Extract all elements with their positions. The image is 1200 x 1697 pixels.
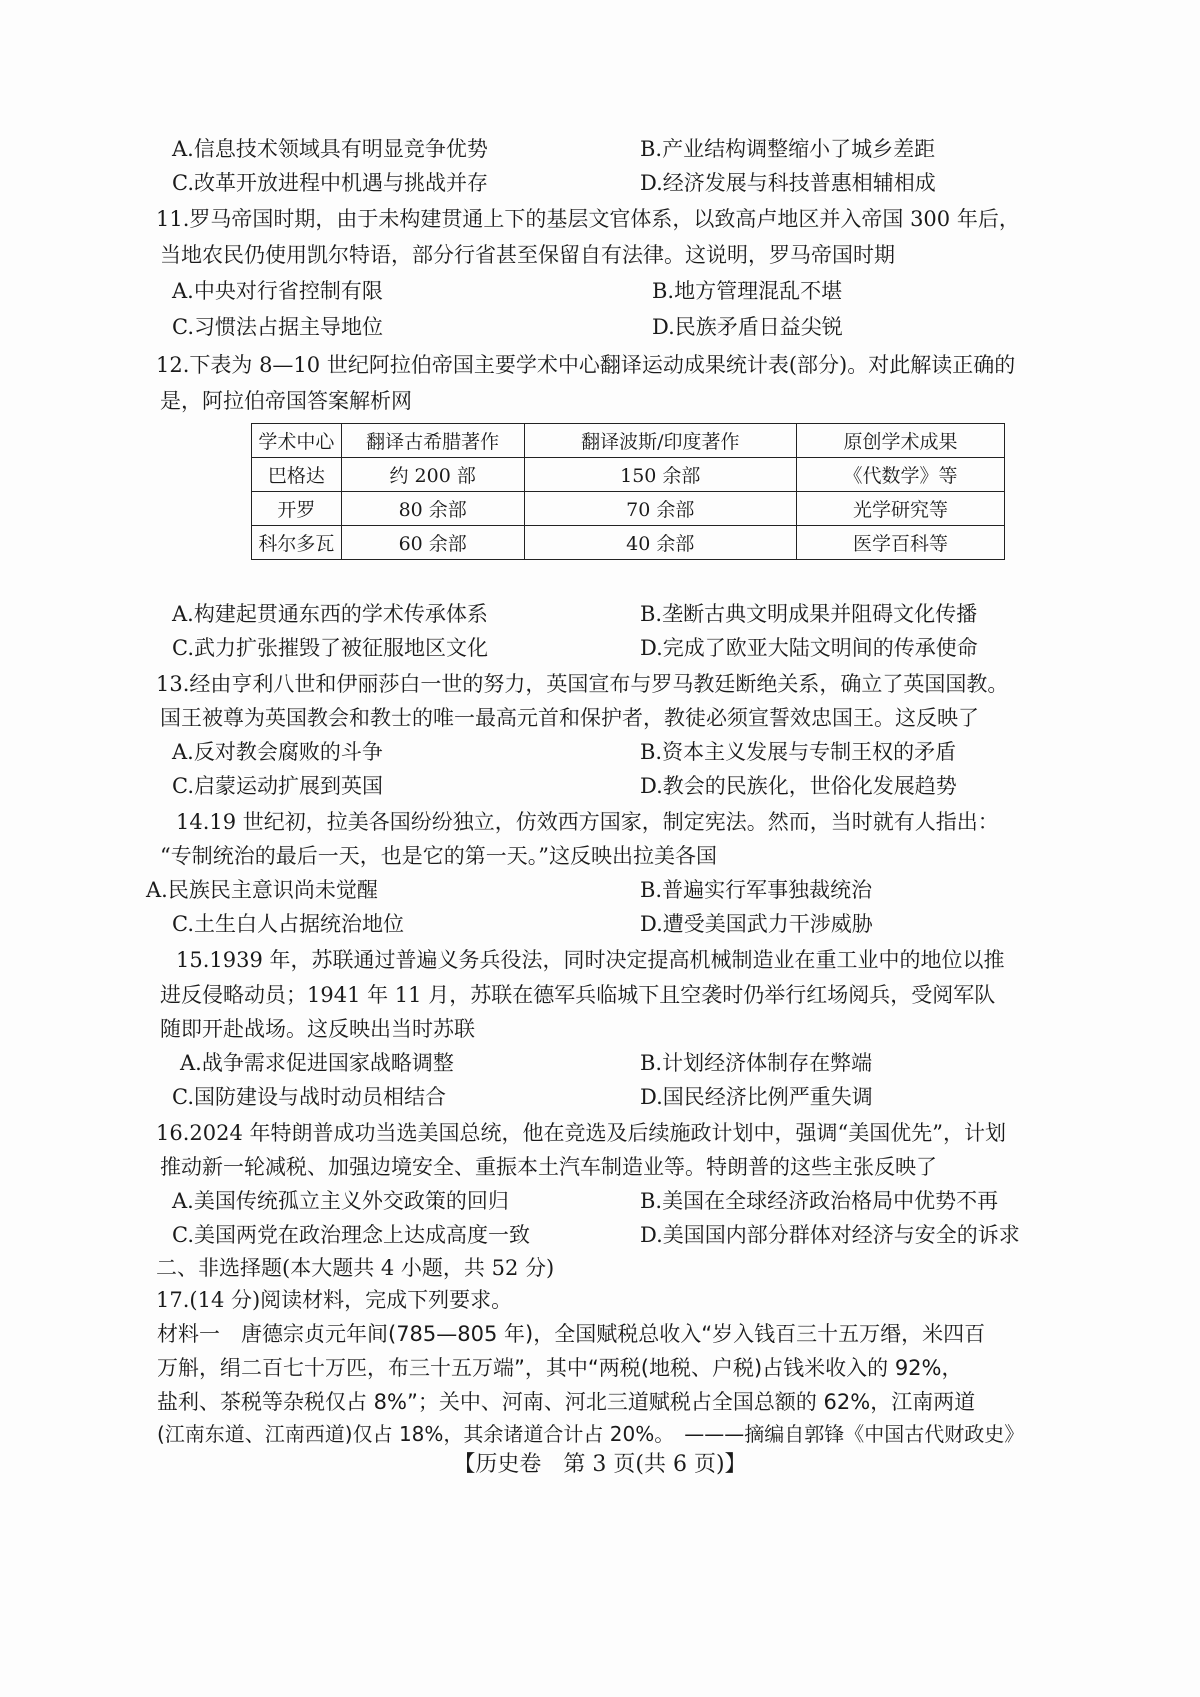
q10-option-a: A.信息技术领域具有明显竞争优势 <box>172 137 488 161</box>
q10-option-c: C.改革开放进程中机遇与挑战并存 <box>172 171 488 195</box>
material1-line4: (江南东道、江南西道)仅占 18%，其余诸道合计占 20%。 ———摘编自郭锋《中国古代财政史》 <box>157 1422 1025 1446</box>
q14-option-a: A.民族民主意识尚未觉醒 <box>146 878 378 902</box>
q11-stem-line1: 11.罗马帝国时期，由于未构建贯通上下的基层文官体系，以致高卢地区并入帝国 300 年后， <box>156 207 1020 231</box>
table-cell: 巴格达 <box>252 458 342 492</box>
q10-option-d: D.经济发展与科技普惠相辅相成 <box>640 171 936 195</box>
q15-stem-line1: 15.1939 年，苏联通过普遍义务兵役法，同时决定提高机械制造业在重工业中的地位以推 <box>176 948 1005 972</box>
q16-option-d: D.美国国内部分群体对经济与安全的诉求 <box>640 1223 1020 1247</box>
table-cell: 约 200 部 <box>341 458 524 492</box>
q15-stem-line2: 进反侵略动员；1941 年 11 月，苏联在德军兵临城下且空袭时仍举行红场阅兵，受阅军队 <box>160 983 996 1007</box>
q13-stem-line1: 13.经由亨利八世和伊丽莎白一世的努力，英国宣布与罗马教廷断绝关系，确立了英国国教。 <box>156 672 1009 696</box>
q12-option-c: C.武力扩张摧毁了被征服地区文化 <box>172 636 488 660</box>
q16-option-c: C.美国两党在政治理念上达成高度一致 <box>172 1223 530 1247</box>
table-cell: 光学研究等 <box>797 492 1005 526</box>
q14-stem-line2: “专制统治的最后一天，也是它的第一天。”这反映出拉美各国 <box>160 844 717 868</box>
q13-stem-line2: 国王被尊为英国教会和教士的唯一最高元首和保护者，教徒必须宣誓效忠国王。这反映了 <box>160 706 979 730</box>
table-row <box>252 458 1005 492</box>
q12-stem-line2: 是，阿拉伯帝国答案解析网 <box>160 389 412 413</box>
material1-line1: 材料一 唐德宗贞元年间(785—805 年)，全国赋税总收入“岁入钱百三十五万缗，米四百 <box>157 1322 986 1346</box>
q12-option-d: D.完成了欧亚大陆文明间的传承使命 <box>640 636 978 660</box>
q16-stem-line2: 推动新一轮减税、加强边境安全、重振本土汽车制造业等。特朗普的这些主张反映了 <box>160 1155 937 1179</box>
q14-option-d: D.遭受美国武力干涉威胁 <box>640 912 873 936</box>
q12-stem-line1: 12.下表为 8—10 世纪阿拉伯帝国主要学术中心翻译运动成果统计表(部分)。对此解读正确的 <box>156 353 1016 377</box>
table-header-cell: 翻译古希腊著作 <box>341 424 524 458</box>
q11-option-d: D.民族矛盾日益尖锐 <box>652 315 843 339</box>
q12-option-a: A.构建起贯通东西的学术传承体系 <box>172 602 488 626</box>
q16-option-a: A.美国传统孤立主义外交政策的回归 <box>172 1189 509 1213</box>
table-cell: 40 余部 <box>524 526 797 560</box>
q11-option-a: A.中央对行省控制有限 <box>172 279 383 303</box>
q11-option-b: B.地方管理混乱不堪 <box>652 279 843 303</box>
q12-option-b: B.垄断古典文明成果并阻碍文化传播 <box>640 602 978 626</box>
table-cell: 科尔多瓦 <box>252 526 342 560</box>
q13-option-d: D.教会的民族化，世俗化发展趋势 <box>640 774 957 798</box>
q12-stats-table <box>251 423 1005 560</box>
q14-option-c: C.土生白人占据统治地位 <box>172 912 404 936</box>
q14-stem-line1: 14.19 世纪初，拉美各国纷纷独立，仿效西方国家，制定宪法。然而，当时就有人指出： <box>176 810 999 834</box>
table-cell: 《代数学》等 <box>797 458 1005 492</box>
q15-option-a: A.战争需求促进国家战略调整 <box>180 1051 454 1075</box>
table-cell: 150 余部 <box>524 458 797 492</box>
q17-title: 17.(14 分)阅读材料，完成下列要求。 <box>156 1288 513 1312</box>
q13-option-c: C.启蒙运动扩展到英国 <box>172 774 383 798</box>
table-header-cell: 原创学术成果 <box>797 424 1005 458</box>
table-cell: 医学百科等 <box>797 526 1005 560</box>
q15-option-b: B.计划经济体制存在弊端 <box>640 1051 873 1075</box>
section-heading: 二、非选择题(本大题共 4 小题，共 52 分) <box>156 1256 555 1280</box>
q11-option-c: C.习惯法占据主导地位 <box>172 315 383 339</box>
table-header-cell: 学术中心 <box>252 424 342 458</box>
material1-line2: 万斛，绢二百七十万匹，布三十五万端”，其中“两税(地税、户税)占钱米收入的 92%， <box>157 1356 963 1380</box>
table-cell: 开罗 <box>252 492 342 526</box>
q16-stem-line1: 16.2024 年特朗普成功当选美国总统，他在竞选及后续施政计划中，强调“美国优先”，计划 <box>156 1121 1006 1145</box>
q10-option-b: B.产业结构调整缩小了城乡差距 <box>640 137 936 161</box>
q13-option-a: A.反对教会腐败的斗争 <box>172 740 383 764</box>
q11-stem-line2: 当地农民仍使用凯尔特语，部分行省甚至保留自有法律。这说明，罗马帝国时期 <box>160 243 895 267</box>
material1-line3: 盐利、茶税等杂税仅占 8%”；关中、河南、河北三道赋税占全国总额的 62%，江南两道 <box>157 1390 976 1414</box>
q15-stem-line3: 随即开赴战场。这反映出当时苏联 <box>160 1017 475 1041</box>
q15-option-d: D.国民经济比例严重失调 <box>640 1085 873 1109</box>
table-header-row <box>252 424 1005 458</box>
table-cell: 80 余部 <box>341 492 524 526</box>
table-row <box>252 492 1005 526</box>
q15-option-c: C.国防建设与战时动员相结合 <box>172 1085 446 1109</box>
q16-option-b: B.美国在全球经济政治格局中优势不再 <box>640 1189 999 1213</box>
table-header-cell: 翻译波斯/印度著作 <box>524 424 797 458</box>
table-cell: 70 余部 <box>524 492 797 526</box>
page-footer: 【历史卷 第 3 页(共 6 页)】 <box>453 1452 747 1477</box>
q14-option-b: B.普遍实行军事独裁统治 <box>640 878 873 902</box>
table-row <box>252 526 1005 560</box>
table-cell: 60 余部 <box>341 526 524 560</box>
q13-option-b: B.资本主义发展与专制王权的矛盾 <box>640 740 957 764</box>
